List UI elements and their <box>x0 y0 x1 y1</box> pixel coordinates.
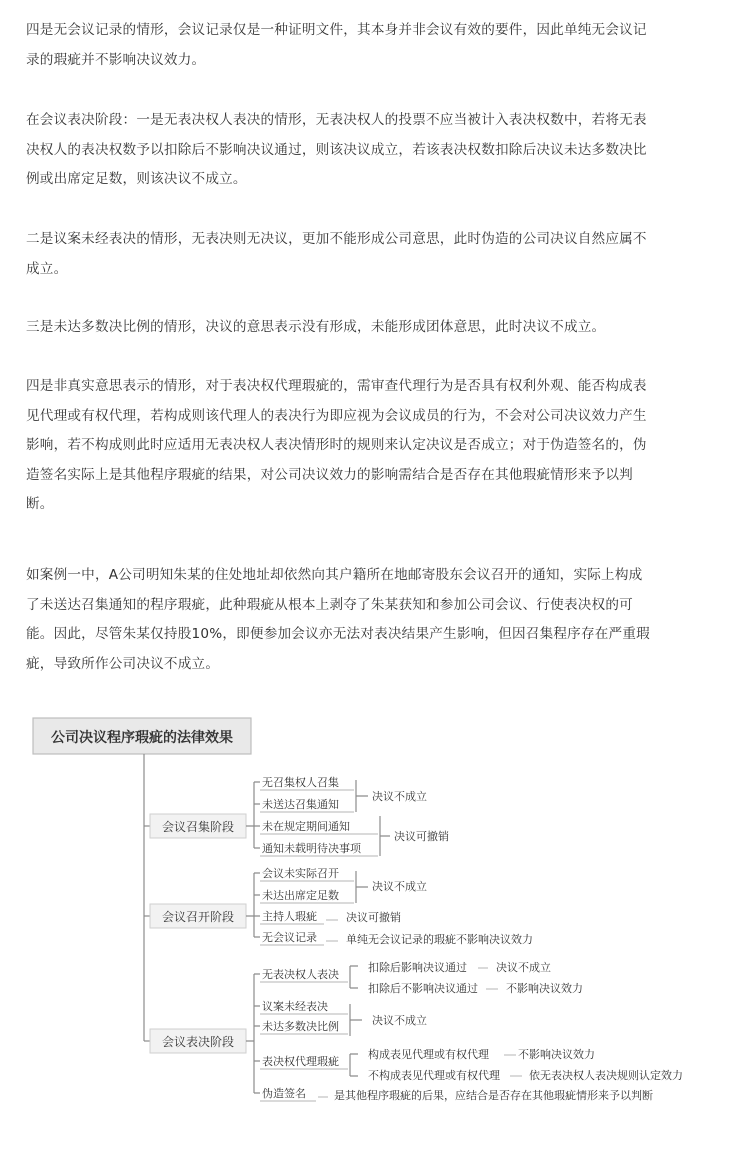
item-no-minutes: 无会议记录 <box>262 931 317 944</box>
result-not-established-3: 决议不成立 <box>496 961 551 974</box>
paragraph <box>26 106 706 195</box>
paragraph-line: 如案例一中，A公司明知朱某的住处地址却依然向其户籍所在地邮寄股东会议召开的通知，实际上构成 <box>26 567 643 583</box>
paragraph-line: 造签名实际上是其他程序瑕疵的结果，对公司决议效力的影响需结合是否存在其他瑕疵情形来予以判 <box>26 466 633 483</box>
paragraph <box>26 561 706 679</box>
item-not-delivered: 未送达召集通知 <box>262 798 339 811</box>
paragraph-line: 决权人的表决权数予以扣除后不影响决议通过，则该决议成立，若该表决权数扣除后决议未达多数决比 <box>26 141 647 158</box>
paragraph-line: 影响，若不构成则此时应适用无表决权人表决情形时的规则来认定决议是否成立；对于伪造签名的，伪 <box>26 437 647 453</box>
cond-apparent-agency: 构成表见代理或有权代理 <box>368 1048 489 1061</box>
item-not-held: 会议未实际召开 <box>262 867 339 880</box>
cond-not-affects: 扣除后不影响决议通过 <box>368 982 478 995</box>
paragraph <box>26 372 706 520</box>
stage-label-voting: 会议表决阶段 <box>161 1035 235 1049</box>
item-no-quorum: 未达出席定足数 <box>262 889 339 902</box>
paragraph <box>26 313 706 343</box>
paragraph <box>26 225 706 284</box>
result-revocable-1: 决议可撤销 <box>394 830 449 843</box>
paragraph-line: 三是未达多数决比例的情形，决议的意思表示没有形成，未能形成团体意思，此时决议不成立。 <box>26 319 606 335</box>
cond-dashes-1 <box>478 968 498 989</box>
item-forged-signature: 伪造签名 <box>262 1087 306 1100</box>
result-revocable-2: 决议可撤销 <box>346 911 401 924</box>
paragraph-line: 成立。 <box>26 260 68 277</box>
result-apply-rule: 依无表决权人表决规则认定效力 <box>529 1069 683 1082</box>
voting-connector <box>246 974 260 1093</box>
paragraph-line: 了未送达召集通知的程序瑕疵，此种瑕疵从根本上剥夺了朱某获知和参加公司会议、行使表决权的可 <box>26 596 633 613</box>
item-chair-defect: 主持人瑕疵 <box>262 910 317 923</box>
cond-affects: 扣除后影响决议通过 <box>368 961 467 974</box>
result-no-effect-2: 不影响决议效力 <box>518 1048 595 1061</box>
item-proxy-defect: 表决权代理瑕疵 <box>262 1055 339 1068</box>
holding-dashes <box>326 920 338 941</box>
result-minutes-no-effect: 单纯无会议记录的瑕疵不影响决议效力 <box>346 933 533 946</box>
holding-bracket <box>356 871 368 903</box>
paragraph-line: 二是议案未经表决的情形，无表决则无决议，更加不能形成公司意思，此时伪造的公司决议自然应属不 <box>26 231 647 247</box>
result-no-effect-1: 不影响决议效力 <box>506 982 583 995</box>
item-no-authority: 无召集权人召集 <box>262 776 339 789</box>
paragraph-line: 断。 <box>26 496 54 512</box>
paragraph-line: 能。因此，尽管朱某仅持股10%，即便参加会议亦无法对表决结果产生影响，但因召集程序存在严重瑕 <box>26 626 650 642</box>
item-not-voted: 议案未经表决 <box>262 1000 328 1013</box>
paragraph-line: 四是无会议记录的情形，会议记录仅是一种证明文件，其本身并非会议有效的要件，因此单纯无会议记 <box>26 22 647 38</box>
proxy-bracket <box>350 1054 358 1076</box>
paragraph-line: 疵，导致所作公司决议不成立。 <box>26 655 220 672</box>
mindmap-title: 公司决议程序瑕疵的法律效果 <box>51 730 233 746</box>
result-not-established-2: 决议不成立 <box>372 880 427 893</box>
paragraph-line: 见代理或有权代理，若构成则该代理人的表决行为即应视为会议成员的行为，不会对公司决议效力产生 <box>26 407 647 424</box>
result-not-established-1: 决议不成立 <box>372 790 427 803</box>
cond-no-apparent-agency: 不构成表见代理或有权代理 <box>368 1069 500 1082</box>
no-vote-bracket <box>350 966 358 988</box>
result-not-established-4: 决议不成立 <box>372 1014 427 1027</box>
convening-connector <box>246 782 260 848</box>
item-no-vote-right: 无表决权人表决 <box>262 968 339 981</box>
paragraph-line: 例或出席定足数，则该决议不成立。 <box>26 171 247 187</box>
stage-label-convening: 会议召集阶段 <box>161 820 235 834</box>
stage-label-holding: 会议召开阶段 <box>161 910 235 924</box>
result-forged-signature: 是其他程序瑕疵的后果，应结合是否存在其他瑕疵情形来予以判断 <box>334 1089 653 1102</box>
item-not-in-time: 未在规定期间通知 <box>262 820 350 833</box>
voting-bracket-2 <box>350 1004 362 1036</box>
holding-connector <box>246 873 260 937</box>
item-no-agenda: 通知未载明待决事项 <box>262 842 361 855</box>
paragraph-line: 在会议表决阶段：一是无表决权人表决的情形，无表决权人的投票不应当被计入表决权数中，若将无表 <box>26 112 647 128</box>
mindmap-diagram <box>26 706 716 1116</box>
paragraph-line: 录的瑕疵并不影响决议效力。 <box>26 51 206 68</box>
item-no-majority: 未达多数决比例 <box>262 1020 339 1033</box>
paragraph-line: 四是非真实意思表示的情形，对于表决权代理瑕疵的，需审查代理行为是否具有权利外观、能否构成表 <box>26 378 647 394</box>
paragraph <box>26 16 706 75</box>
